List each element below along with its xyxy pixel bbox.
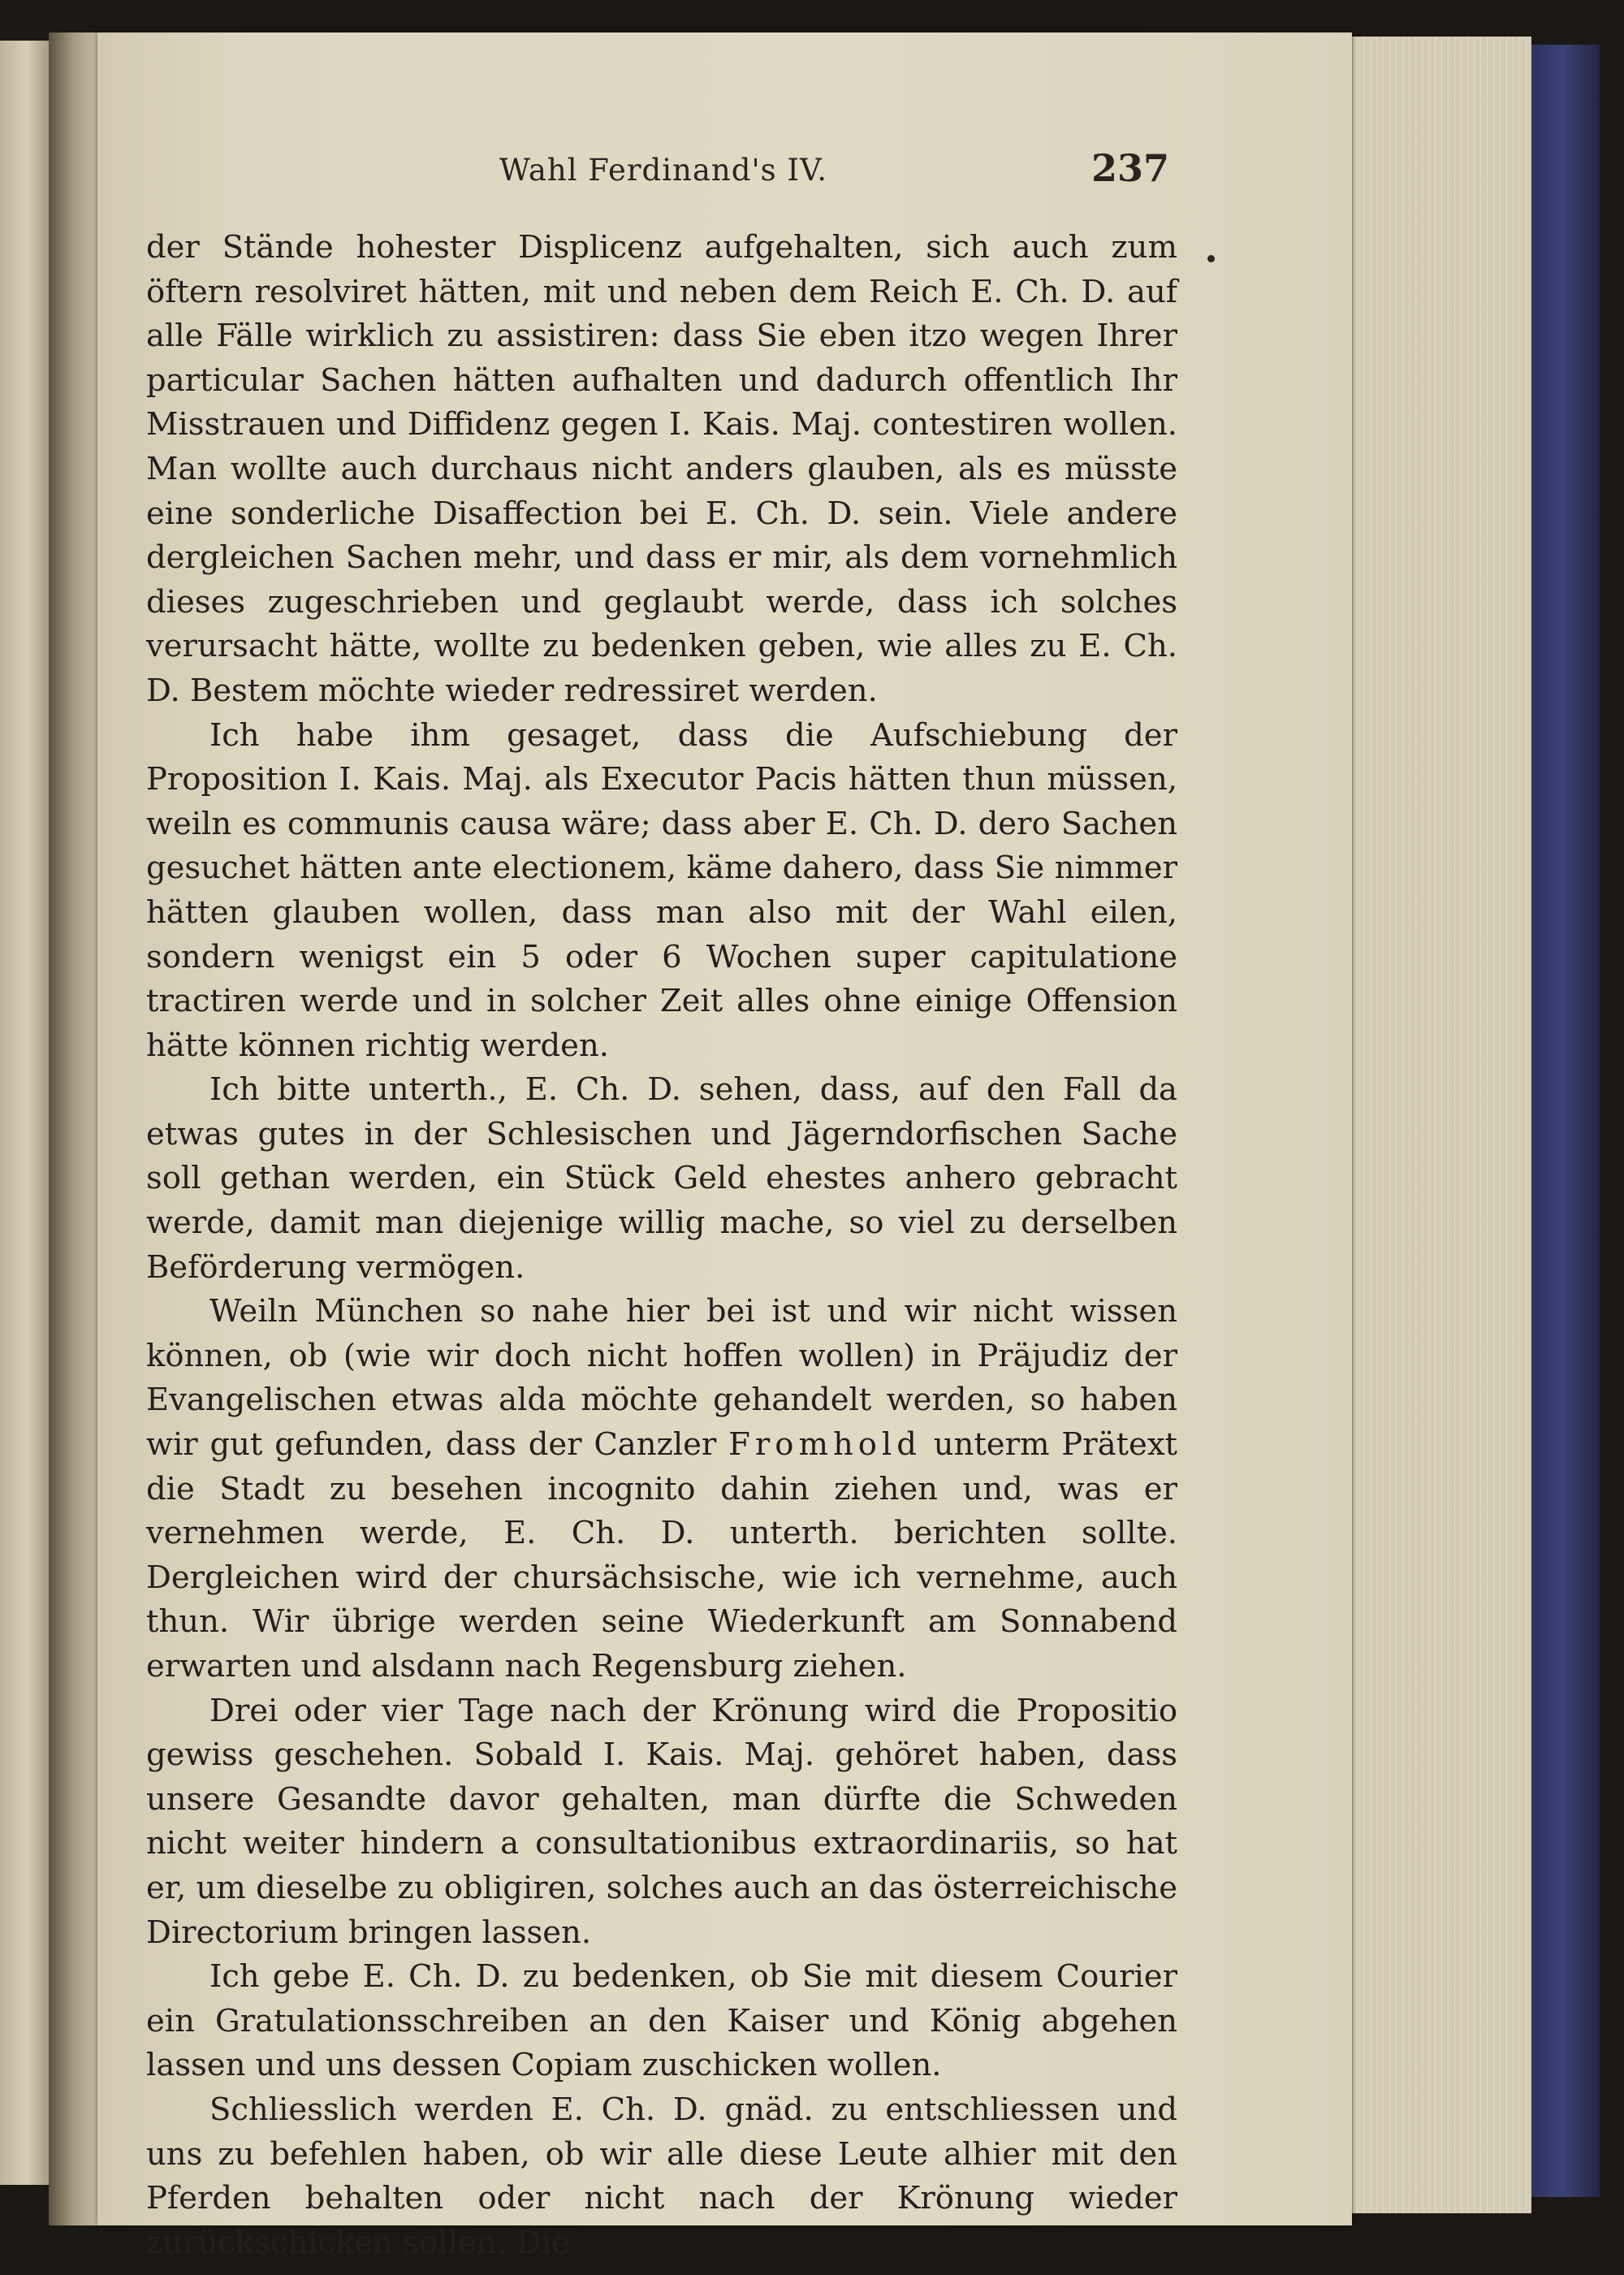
- margin-dot: [1207, 255, 1215, 262]
- running-head: [146, 146, 1169, 210]
- paragraph-3: Ich bitte unterth., E. Ch. D. sehen, dass, auf den Fall da etwas gutes in der Schlesischen und Jägerndorfischen Sache soll gethan werden, ein Stück Geld ehestes anhero gebracht werde, damit man diejenige willig mache, so viel zu derselben Beförderung vermögen.: [146, 1071, 1177, 1286]
- paragraph-6: Ich gebe E. Ch. D. zu bedenken, ob Sie mit diesem Courier ein Gratulationsschreiben an den Kaiser und König abgehen lassen und uns dessen Copiam zuschicken wollen.: [146, 1958, 1177, 2084]
- paragraph-5: Drei oder vier Tage nach der Krönung wird die Propositio gewiss geschehen. Sobald I. Kais. Maj. gehöret haben, dass unsere Gesandte davor gehalten, man dürfte die Schweden nicht weiter hindern a consultationibus extraordinariis, so hat er, um dieselbe zu obligiren, solches auch an das österreichische Directorium bringen lassen.: [146, 1692, 1177, 1951]
- body-text: [146, 226, 1177, 2265]
- person-name: Fromhold: [728, 1426, 922, 1464]
- paragraph-4-part-2: unterm Prätext die Stadt zu besehen incognito dahin ziehen und, was er vernehmen werde, E. Ch. D. unterth. berichten sollte. Dergleichen wird der chursächsische, wie ich vernehme, auch thun. Wir übrige werden seine Wiederkunft am Sonnabend erwarten und alsdann nach Regensburg ziehen.: [146, 1426, 1177, 1685]
- left-page-edge: [0, 41, 50, 2185]
- running-title: Wahl Ferdinand's IV.: [499, 153, 828, 188]
- paragraph-4: [146, 1290, 1177, 1689]
- paragraph-4-part-1: Weiln München so nahe hier bei ist und wir nicht wissen können, ob (wie wir doch nicht hoffen wollen) in Präjudiz der Evangelischen etwas alda möchte gehandelt werden, so haben wir gut gefunden, dass der Canzler: [146, 1293, 1177, 1464]
- page-number: 237: [1091, 146, 1169, 190]
- paragraph-1: der Stände hohester Displicenz aufgehalten, sich auch zum öftern resolviret hätten, mit und neben dem Reich E. Ch. D. auf alle Fälle wirklich zu assistiren: dass Sie eben itzo wegen Ihrer particular Sachen hätten aufhalten und dadurch offentlich Ihr Misstrauen und Diffidenz gegen I. Kais. Maj. contestiren wollen. Man wollte auch durchaus nicht anders glauben, als es müsste eine sonderliche Disaffection bei E. Ch. D. sein. Viele andere dergleichen Sachen mehr, und dass er mir, als dem vornehmlich dieses zugeschrieben und geglaubt werde, dass ich solches verursacht hätte, wollte zu bedenken geben, wie alles zu E. Ch. D. Bestem möchte wieder redressiret werden.: [146, 229, 1177, 709]
- book-cover-edge: [1527, 45, 1600, 2197]
- paragraph-2: Ich habe ihm gesaget, dass die Aufschiebung der Proposition I. Kais. Maj. als Executor Pacis hätten thun müssen, weiln es communis causa wäre; dass aber E. Ch. D. dero Sachen gesuchet hätten ante electionem, käme dahero, dass Sie nimmer hätten glauben wollen, dass man also mit der Wahl eilen, sondern wenigst ein 5 oder 6 Wochen super capitulatione tractiren werde und in solcher Zeit alles ohne einige Offension hätte können richtig werden.: [146, 716, 1177, 1064]
- page-stack-edges: [1352, 37, 1531, 2213]
- paragraph-7: Schliesslich werden E. Ch. D. gnäd. zu entschliessen und uns zu befehlen haben, ob wir alle diese Leute alhier mit den Pferden behalten oder nicht nach der Krönung wieder zurückschicken sollen. Die: [146, 2091, 1177, 2261]
